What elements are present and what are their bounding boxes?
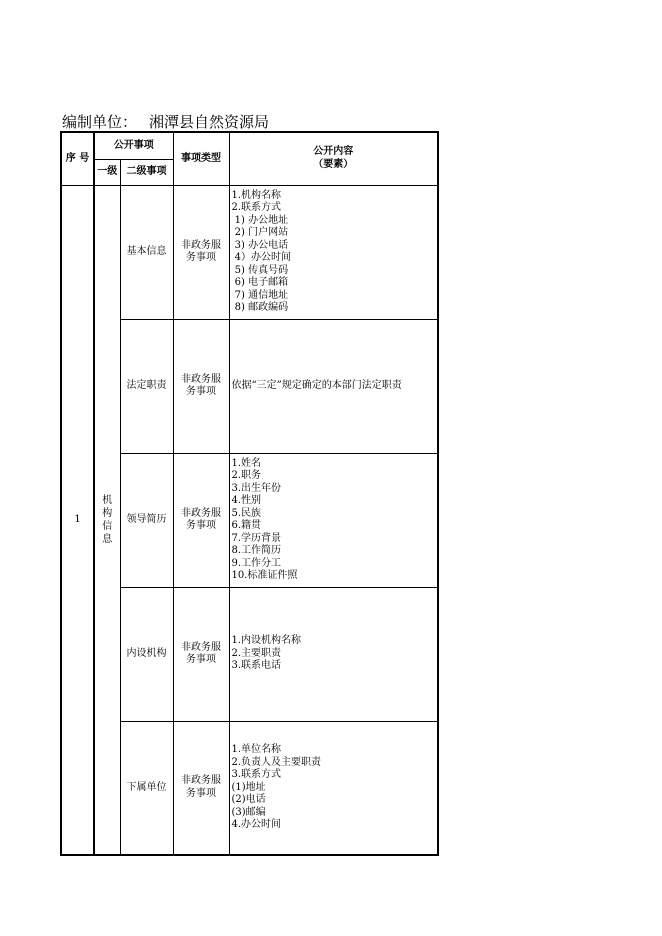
seq-cell: 1 (61, 185, 94, 855)
table-row (61, 185, 438, 319)
content-line: (1)地址 (231, 781, 266, 793)
content-line: 1.单位名称 (231, 744, 282, 755)
content-line: 2.负责人及主要职责 (231, 756, 322, 768)
content-cell (229, 319, 438, 453)
content-line: 3) 办公电话 (231, 239, 289, 251)
disclosure-table (60, 131, 439, 856)
type-cell: 非政务服务事项 (173, 319, 229, 453)
content-line: 1.内设机构名称 (231, 635, 302, 647)
content-line: 1.机构名称 (231, 189, 282, 201)
level1-char: 机 (102, 494, 113, 506)
content-line: 10.标准证件照 (231, 570, 298, 581)
content-line: 5) 传真号码 (231, 264, 289, 276)
content-line: (2)电话 (231, 794, 266, 805)
level1-char: 息 (102, 533, 113, 545)
level2-cell: 法定职责 (120, 319, 173, 453)
header-seq: 序 号 (61, 132, 94, 185)
header-level1: 一级 (94, 159, 120, 185)
level2-cell: 下属单位 (120, 721, 173, 855)
header-item-type: 事项类型 (173, 132, 229, 185)
content-line: 2.主要职责 (231, 647, 282, 659)
content-line: 6.籍贯 (231, 520, 262, 531)
type-cell: 非政务服务事项 (173, 453, 229, 587)
content-line: 8.工作简历 (231, 545, 282, 556)
content-line: 4.性别 (231, 495, 262, 506)
level1-text (95, 494, 120, 546)
content-line: 9.工作分工 (231, 557, 282, 569)
content-line: 1.姓名 (231, 457, 262, 469)
content-cell (229, 185, 438, 319)
content-cell (229, 453, 438, 587)
content-line: 5.民族 (231, 507, 262, 519)
unit-name: 湘潭县自然资源局 (149, 113, 270, 131)
level1-char: 信 (102, 520, 113, 532)
header-content-title: 公开内容 (313, 146, 354, 158)
content-cell (229, 721, 438, 855)
content-line: 4.办公时间 (231, 819, 282, 830)
level2-cell: 领导简历 (120, 453, 173, 587)
content-line: 2) 门户网站 (231, 227, 289, 238)
content-line: 8) 邮政编码 (231, 302, 289, 313)
content-cell (229, 587, 438, 721)
content-line: 2.联系方式 (231, 202, 282, 213)
level1-cell (94, 185, 120, 855)
compiling-unit (62, 112, 269, 132)
level2-cell: 基本信息 (120, 185, 173, 319)
level2-cell: 内设机构 (120, 587, 173, 721)
content-line: 4）办公时间 (231, 252, 292, 263)
content-line: 依据“三定”规定确定的本部门法定职责 (231, 379, 402, 391)
content-line: 3.出生年份 (231, 482, 282, 494)
content-line: 2.职务 (231, 470, 262, 481)
content-line: 6) 电子邮箱 (231, 277, 289, 288)
header-level2: 二级事项 (120, 159, 173, 185)
content-line: (3)邮编 (231, 806, 266, 818)
content-line: 7.学历背景 (231, 532, 282, 544)
unit-label: 编制单位： (62, 113, 138, 131)
header-content (229, 132, 438, 185)
type-cell: 非政务服务事项 (173, 721, 229, 855)
content-line: 3.联系方式 (231, 769, 282, 780)
level1-char: 构 (102, 507, 113, 519)
type-cell: 非政务服务事项 (173, 185, 229, 319)
content-line: 1) 办公地址 (231, 214, 289, 226)
content-line: 3.联系电话 (231, 660, 282, 672)
type-cell: 非政务服务事项 (173, 587, 229, 721)
header-content-sub: （要素） (313, 158, 354, 170)
header-public-items: 公开事项 (94, 132, 173, 159)
content-line: 7) 通信地址 (231, 289, 289, 301)
